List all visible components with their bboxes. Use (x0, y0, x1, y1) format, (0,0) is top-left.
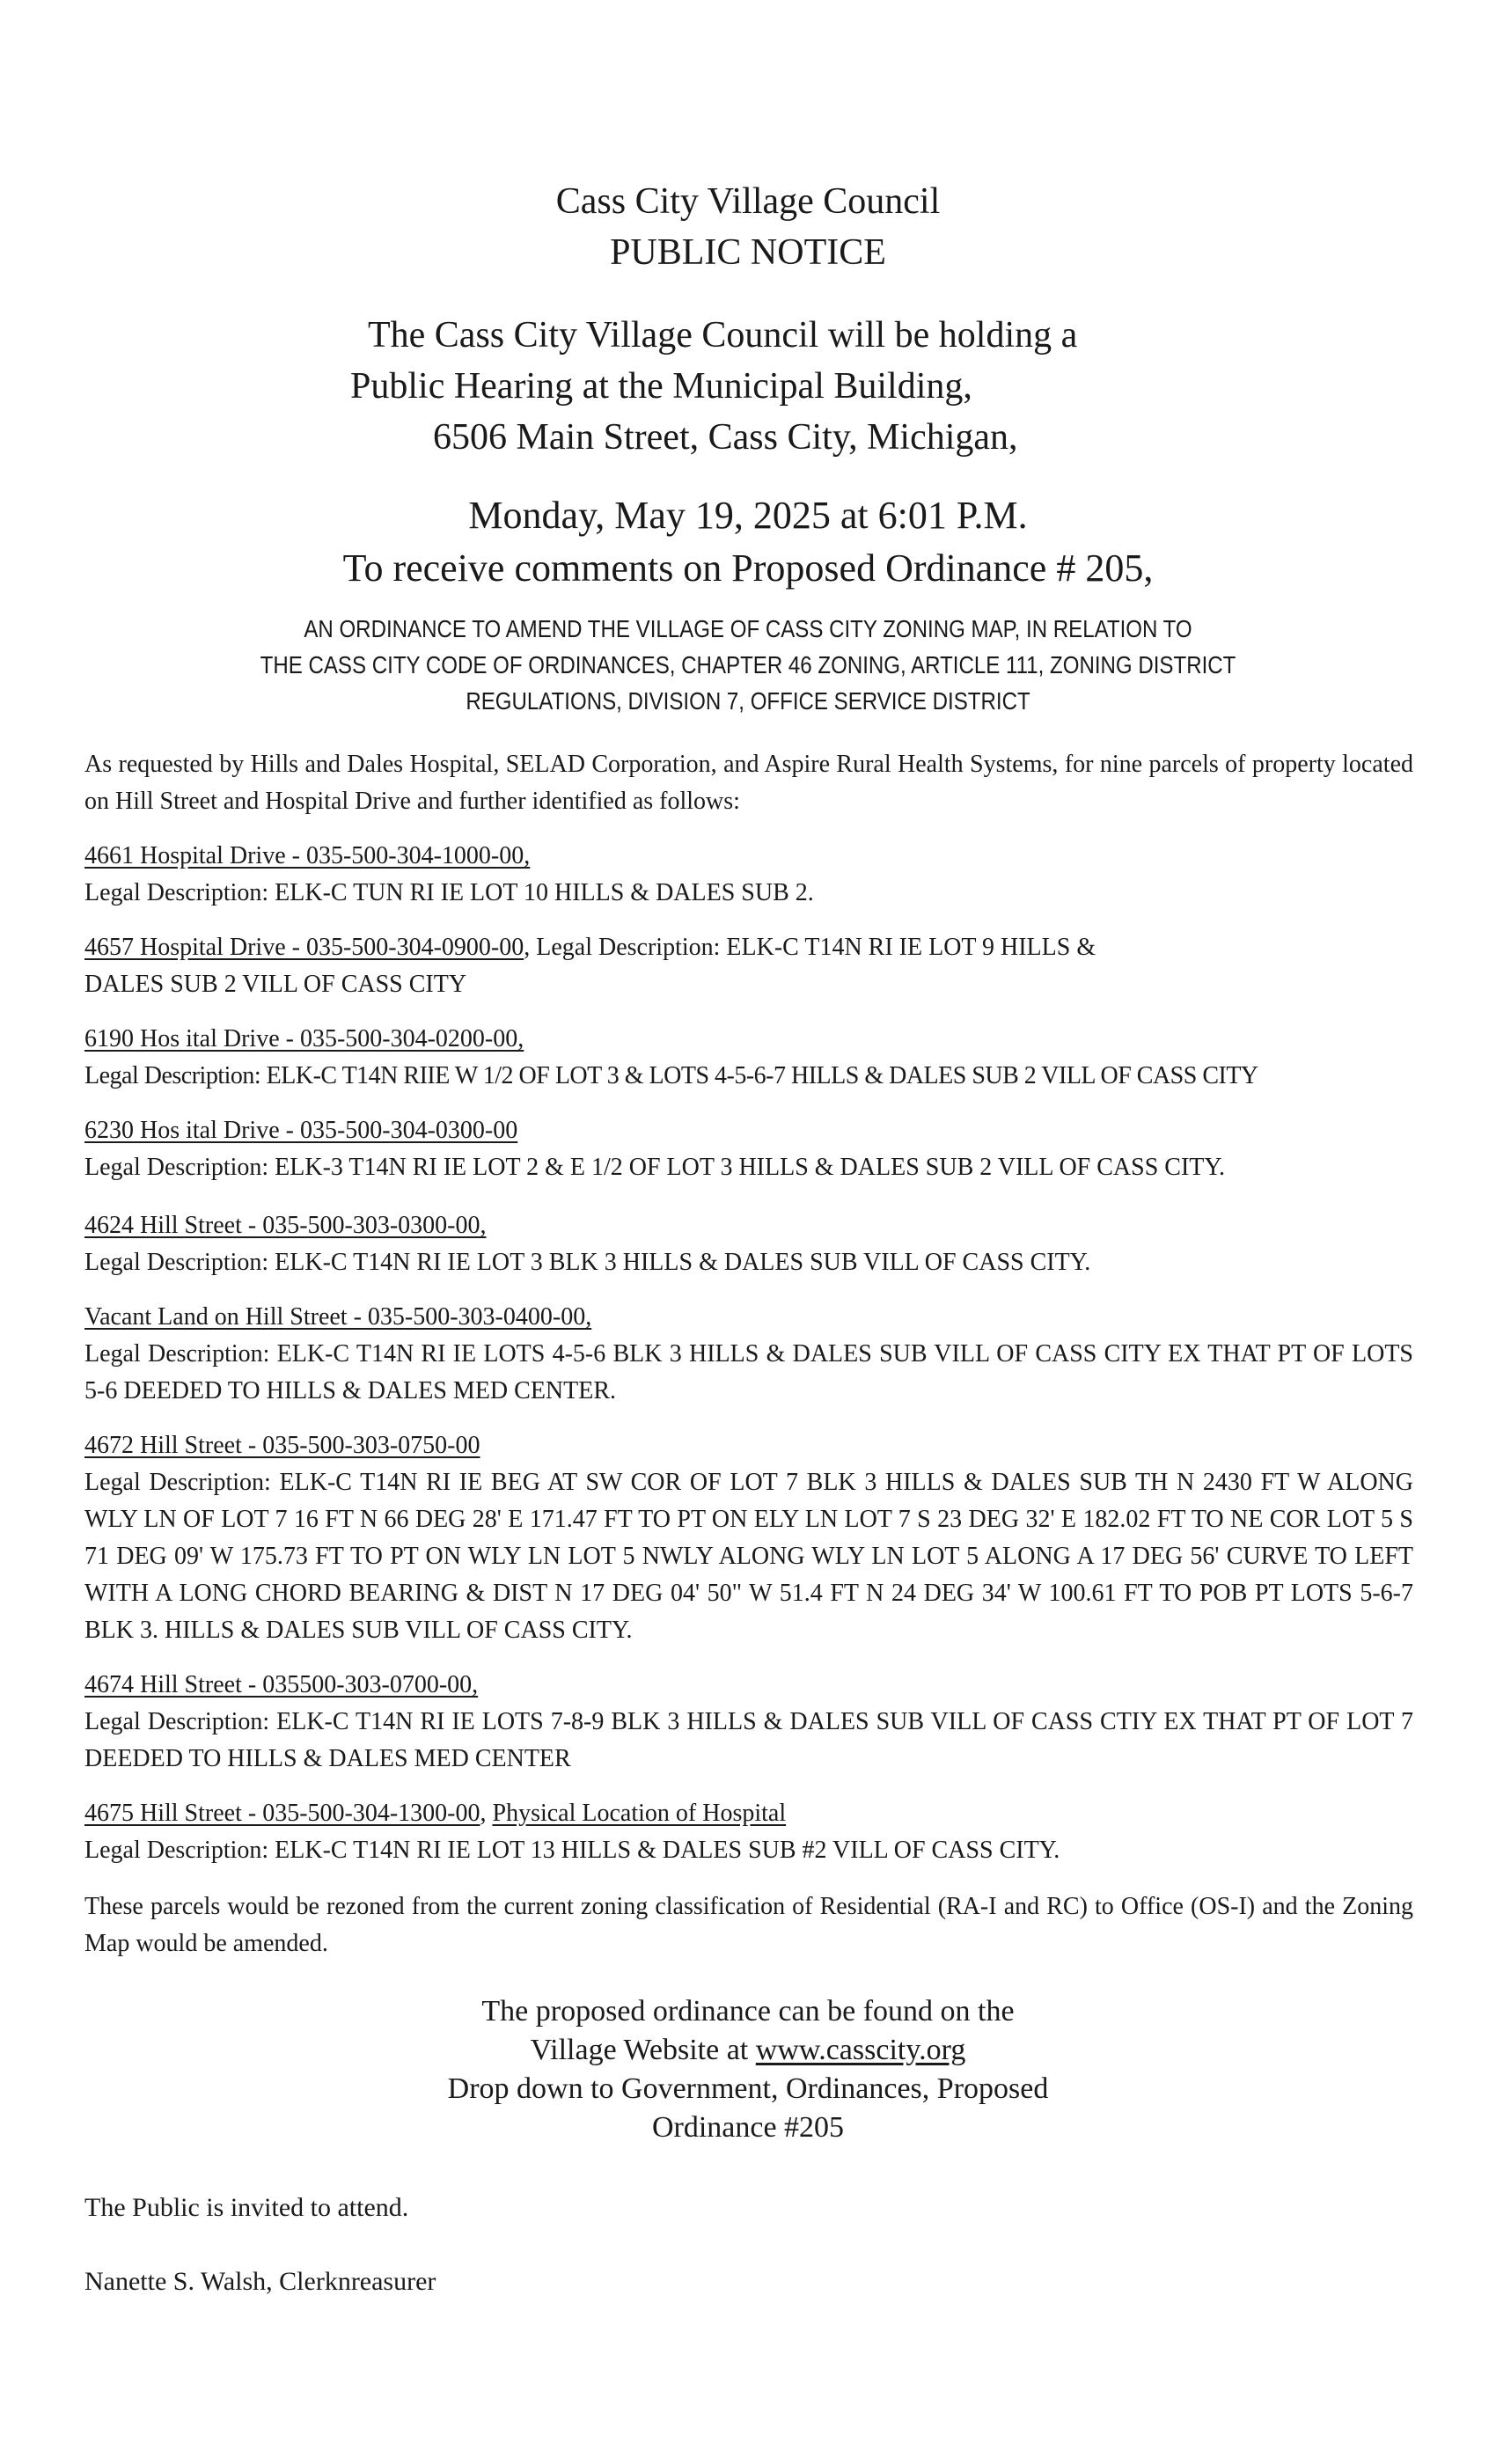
parcel-6 (84, 1427, 1413, 1649)
ordinance-line-3: REGULATIONS, DIVISION 7, OFFICE SERVICE DISTRICT (466, 687, 1030, 715)
parcel-4 (84, 1207, 1413, 1281)
proposed-line-2: Village Website at (530, 2034, 756, 2066)
parcel-1 (84, 929, 1413, 1003)
notice-header (0, 176, 1496, 278)
notice-title: PUBLIC NOTICE (610, 232, 886, 273)
parcel-id: 4672 Hill Street - 035-500-303-0750-00 (84, 1432, 480, 1459)
request-paragraph: As requested by Hills and Dales Hospital, SELAD Corporation, and Aspire Rural Health Systems, for nine parcels of property located on Hill Street and Hospital Drive and further identified as follows: (84, 751, 1413, 815)
parcel-7 (84, 1667, 1413, 1778)
meeting-datetime: Monday, May 19, 2025 at 6:01 P.M. (468, 494, 1028, 537)
ordinance-title (0, 611, 1496, 719)
parcel-sep: , (480, 1800, 493, 1827)
parcel-legal: Legal Description: ELK-C T14N RI IE LOT 3 BLK 3 HILLS & DALES SUB VILL OF CASS CITY. (84, 1249, 1091, 1276)
parcel-legal: Legal Description: ELK-C T14N RIIE W 1/2 OF LOT 3 & LOTS 4-5-6-7 HILLS & DALES SUB 2 VILL OF CASS CITY (84, 1062, 1258, 1089)
rezone-paragraph: These parcels would be rezoned from the current zoning classification of Residential (RA-I and RC) to Office (OS-I) and the Zoning Map would be amended. (84, 1893, 1413, 1957)
parcel-legal: Legal Description: ELK-C T14N RI IE LOTS 7-8-9 BLK 3 HILLS & DALES SUB VILL OF CASS CTIY EX THAT PT OF LOT 7 DEEDED TO HILLS & DALES MED CENTER (84, 1708, 1413, 1772)
parcel-id: 4657 Hospital Drive - 035-500-304-0900-00 (84, 934, 524, 961)
intro-line-3: 6506 Main Street, Cass City, Michigan, (433, 417, 1018, 458)
parcel-5 (84, 1299, 1413, 1410)
parcel-id: 4661 Hospital Drive - 035-500-304-1000-00, (84, 842, 531, 869)
proposed-line-1: The proposed ordinance can be found on the (481, 1995, 1015, 2028)
website-link[interactable]: www.casscity.org (755, 2034, 966, 2066)
parcel-legal: Legal Description: ELK-C T14N RI IE BEG AT SW COR OF LOT 7 BLK 3 HILLS & DALES SUB TH N 2430 FT W ALONG WLY LN OF LOT 7 16 FT N 66 DEG 28' E 171.47 FT TO PT ON ELY LN LOT 7 S 23 DEG 32' E 182.02 FT TO NE COR LOT 5 S 71 DEG 09' W 175.73 FT TO PT ON WLY LN LOT 5 NWLY ALONG WLY LN LOT 5 ALONG A 17 DEG 56' CURVE TO LEFT WITH A LONG CHORD BEARING & DIST N 17 DEG 04' 50" W 51.4 FT N 24 DEG 34' W 100.61 FT TO POB PT LOTS 5-6-7 BLK 3. HILLS & DALES SUB VILL OF CASS CITY. (84, 1469, 1413, 1644)
parcel-0 (84, 838, 1413, 912)
parcel-id: 4675 Hill Street - 035-500-304-1300-00 (84, 1800, 480, 1827)
signature-line: Nanette S. Walsh, Clerknreasurer (84, 2267, 436, 2296)
ordinance-line-1: AN ORDINANCE TO AMEND THE VILLAGE OF CASS CITY ZONING MAP, IN RELATION TO (304, 615, 1192, 642)
parcel-legal: Legal Description: ELK-C T14N RI IE LOTS 4-5-6 BLK 3 HILLS & DALES SUB VILL OF CASS CITY EX THAT PT OF LOTS 5-6 DEEDED TO HILLS & DALES MED CENTER. (84, 1340, 1413, 1404)
proposed-ordinance-info (0, 1992, 1496, 2147)
parcel-id: 6190 Hos ital Drive - 035-500-304-0200-00, (84, 1025, 524, 1052)
proposed-line-3: Drop down to Government, Ordinances, Proposed (447, 2072, 1049, 2105)
intro-line-2: Public Hearing at the Municipal Building, (350, 366, 972, 407)
parcel-legal: Legal Description: ELK-3 T14N RI IE LOT 2 & E 1/2 OF LOT 3 HILLS & DALES SUB 2 VILL OF CASS CITY. (84, 1154, 1225, 1181)
intro-block (0, 310, 1496, 463)
intro-line-1: The Cass City Village Council will be holding a (368, 315, 1078, 356)
parcel-id: 4674 Hill Street - 035500-303-0700-00, (84, 1671, 479, 1698)
parcel-legal-start: , Legal Description: ELK-C T14N RI IE LOT 9 HILLS & (524, 934, 1096, 961)
council-name: Cass City Village Council (555, 181, 941, 222)
parcel-legal: Legal Description: ELK-C T14N RI IE LOT 13 HILLS & DALES SUB #2 VILL OF CASS CITY. (84, 1837, 1060, 1864)
parcel-id: 6230 Hos ital Drive - 035-500-304-0300-00 (84, 1117, 518, 1144)
parcel-legal: Legal Description: ELK-C TUN RI IE LOT 10 HILLS & DALES SUB 2. (84, 879, 814, 906)
parcel-id: 4624 Hill Street - 035-500-303-0300-00, (84, 1212, 487, 1239)
ordinance-line-2: THE CASS CITY CODE OF ORDINANCES, CHAPTER 46 ZONING, ARTICLE 111, ZONING DISTRICT (260, 651, 1236, 678)
parcel-note: Physical Location of Hospital (492, 1800, 787, 1827)
parcel-2 (84, 1021, 1413, 1095)
proposed-line-4: Ordinance #205 (651, 2111, 845, 2144)
parcel-id: Vacant Land on Hill Street - 035-500-303-0400-00, (84, 1303, 592, 1331)
invite-line: The Public is invited to attend. (84, 2193, 409, 2222)
parcel-3 (84, 1112, 1413, 1186)
meeting-purpose: To receive comments on Proposed Ordinance # 205, (342, 546, 1154, 590)
parcel-8 (84, 1795, 1413, 1869)
parcel-legal: DALES SUB 2 VILL OF CASS CITY (84, 971, 467, 998)
meeting-block (0, 489, 1496, 595)
